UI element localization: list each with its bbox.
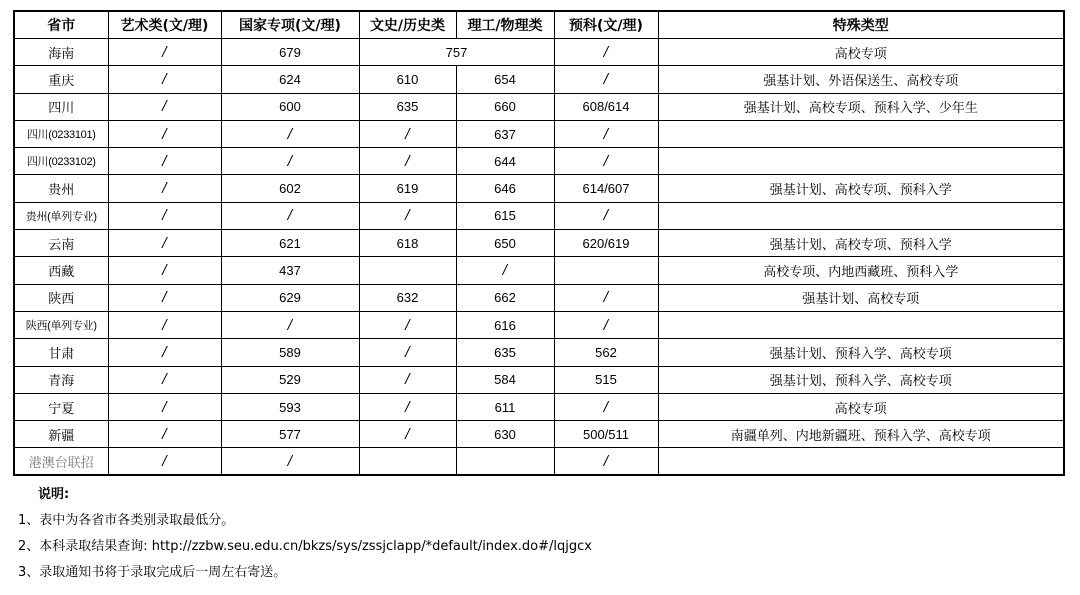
cell-science: 646 <box>456 175 554 202</box>
cell-preparatory: / <box>554 284 658 311</box>
cell-national-special: 624 <box>221 66 359 93</box>
header-national-special: 国家专项(文/理) <box>221 11 359 39</box>
table-row <box>14 39 1064 66</box>
cell-special-types: 强基计划、高校专项、预科入学、少年生 <box>658 93 1064 120</box>
cell-liberal-science-merged: 757 <box>359 39 554 66</box>
cell-national-special: 600 <box>221 93 359 120</box>
cell-province: 贵州 <box>14 175 108 202</box>
header-special-types: 特殊类型 <box>658 11 1064 39</box>
table-row <box>14 230 1064 257</box>
cell-province: 陕西(单列专业) <box>14 311 108 338</box>
table-row <box>14 93 1064 120</box>
cell-liberal-arts: / <box>359 311 456 338</box>
cell-province: 贵州(单列专业) <box>14 202 108 229</box>
cell-liberal-arts <box>359 257 456 284</box>
cell-special-types <box>658 311 1064 338</box>
cell-art: / <box>108 148 221 175</box>
cell-national-special: / <box>221 311 359 338</box>
cell-special-types <box>658 202 1064 229</box>
cell-art: / <box>108 120 221 147</box>
cell-art: / <box>108 230 221 257</box>
notes-section <box>18 482 592 586</box>
table-row <box>14 284 1064 311</box>
cell-special-types: 高校专项 <box>658 39 1064 66</box>
header-province: 省市 <box>14 11 108 39</box>
cell-liberal-arts: / <box>359 148 456 175</box>
cell-national-special: 529 <box>221 366 359 393</box>
table-row <box>14 202 1064 229</box>
cell-special-types: 强基计划、预科入学、高校专项 <box>658 366 1064 393</box>
cell-national-special: 577 <box>221 421 359 448</box>
cell-national-special: 621 <box>221 230 359 257</box>
cell-preparatory <box>554 257 658 284</box>
table-row <box>14 148 1064 175</box>
cell-liberal-arts: / <box>359 120 456 147</box>
cell-province: 四川 <box>14 93 108 120</box>
cell-special-types: 强基计划、高校专项、预科入学 <box>658 230 1064 257</box>
cell-science: 635 <box>456 339 554 366</box>
note-line: 3、录取通知书将于录取完成后一周左右寄送。 <box>18 565 287 580</box>
cell-liberal-arts: 632 <box>359 284 456 311</box>
cell-special-types: 强基计划、高校专项、预科入学 <box>658 175 1064 202</box>
cell-science: 611 <box>456 393 554 420</box>
cell-preparatory: / <box>554 66 658 93</box>
table-row <box>14 421 1064 448</box>
cell-special-types <box>658 148 1064 175</box>
cell-liberal-arts <box>359 448 456 476</box>
cell-province: 新疆 <box>14 421 108 448</box>
cell-science: 616 <box>456 311 554 338</box>
cell-liberal-arts: / <box>359 202 456 229</box>
table-row <box>14 339 1064 366</box>
header-art: 艺术类(文/理) <box>108 11 221 39</box>
table-row <box>14 366 1064 393</box>
cell-special-types: 高校专项、内地西藏班、预科入学 <box>658 257 1064 284</box>
cell-national-special: 679 <box>221 39 359 66</box>
header-science: 理工/物理类 <box>456 11 554 39</box>
cell-province: 青海 <box>14 366 108 393</box>
cell-art: / <box>108 257 221 284</box>
cell-science: 650 <box>456 230 554 257</box>
cell-national-special: 593 <box>221 393 359 420</box>
cell-science: 584 <box>456 366 554 393</box>
cell-province: 云南 <box>14 230 108 257</box>
table-row <box>14 175 1064 202</box>
cell-liberal-arts: / <box>359 339 456 366</box>
cell-science: / <box>456 257 554 284</box>
cell-province: 港澳台联招 <box>14 448 108 476</box>
cell-province: 西藏 <box>14 257 108 284</box>
cell-liberal-arts: / <box>359 393 456 420</box>
cell-art: / <box>108 39 221 66</box>
table-row <box>14 393 1064 420</box>
note-line: 2、本科录取结果查询: http://zzbw.seu.edu.cn/bkzs/sys/zssjclapp/*default/index.do#/lqjgcx <box>18 539 592 554</box>
table-row <box>14 120 1064 147</box>
note-line: 1、表中为各省市各类别录取最低分。 <box>18 513 235 528</box>
cell-art: / <box>108 421 221 448</box>
cell-preparatory: / <box>554 448 658 476</box>
cell-preparatory: / <box>554 120 658 147</box>
cell-preparatory: / <box>554 39 658 66</box>
cell-science: 654 <box>456 66 554 93</box>
table-row <box>14 448 1064 476</box>
cell-province: 陕西 <box>14 284 108 311</box>
cell-science: 644 <box>456 148 554 175</box>
cell-science: 662 <box>456 284 554 311</box>
cell-science: 637 <box>456 120 554 147</box>
cell-province: 甘肃 <box>14 339 108 366</box>
cell-art: / <box>108 284 221 311</box>
cell-preparatory: 500/511 <box>554 421 658 448</box>
cell-national-special: 602 <box>221 175 359 202</box>
cell-science <box>456 448 554 476</box>
cell-science: 660 <box>456 93 554 120</box>
cell-preparatory: / <box>554 311 658 338</box>
cell-national-special: 589 <box>221 339 359 366</box>
admission-score-table <box>13 10 1065 476</box>
cell-science: 615 <box>456 202 554 229</box>
cell-preparatory: 620/619 <box>554 230 658 257</box>
cell-liberal-arts: / <box>359 421 456 448</box>
cell-art: / <box>108 448 221 476</box>
admission-score-sheet <box>13 10 1065 476</box>
cell-art: / <box>108 66 221 93</box>
cell-liberal-arts: 618 <box>359 230 456 257</box>
cell-liberal-arts: / <box>359 366 456 393</box>
cell-province: 四川(0233101) <box>14 120 108 147</box>
cell-preparatory: / <box>554 393 658 420</box>
cell-national-special: / <box>221 202 359 229</box>
cell-special-types: 南疆单列、内地新疆班、预科入学、高校专项 <box>658 421 1064 448</box>
cell-special-types: 高校专项 <box>658 393 1064 420</box>
cell-province: 海南 <box>14 39 108 66</box>
cell-art: / <box>108 311 221 338</box>
cell-liberal-arts: 610 <box>359 66 456 93</box>
cell-preparatory: 608/614 <box>554 93 658 120</box>
cell-special-types: 强基计划、外语保送生、高校专项 <box>658 66 1064 93</box>
cell-province: 重庆 <box>14 66 108 93</box>
cell-province: 四川(0233102) <box>14 148 108 175</box>
cell-art: / <box>108 93 221 120</box>
cell-special-types <box>658 120 1064 147</box>
cell-art: / <box>108 339 221 366</box>
cell-national-special: 437 <box>221 257 359 284</box>
cell-liberal-arts: 635 <box>359 93 456 120</box>
cell-art: / <box>108 175 221 202</box>
cell-province: 宁夏 <box>14 393 108 420</box>
table-header-row <box>14 11 1064 39</box>
cell-science: 630 <box>456 421 554 448</box>
cell-national-special: / <box>221 120 359 147</box>
cell-national-special: / <box>221 448 359 476</box>
cell-national-special: / <box>221 148 359 175</box>
header-preparatory: 预科(文/理) <box>554 11 658 39</box>
cell-preparatory: / <box>554 148 658 175</box>
cell-special-types: 强基计划、高校专项 <box>658 284 1064 311</box>
table-row <box>14 257 1064 284</box>
cell-art: / <box>108 393 221 420</box>
cell-preparatory: 515 <box>554 366 658 393</box>
cell-art: / <box>108 202 221 229</box>
cell-liberal-arts: 619 <box>359 175 456 202</box>
cell-national-special: 629 <box>221 284 359 311</box>
cell-art: / <box>108 366 221 393</box>
cell-preparatory: 614/607 <box>554 175 658 202</box>
header-liberal-arts: 文史/历史类 <box>359 11 456 39</box>
table-row <box>14 311 1064 338</box>
cell-special-types: 强基计划、预科入学、高校专项 <box>658 339 1064 366</box>
table-row <box>14 66 1064 93</box>
cell-preparatory: 562 <box>554 339 658 366</box>
notes-title: 说明: <box>38 487 70 502</box>
cell-preparatory: / <box>554 202 658 229</box>
cell-special-types <box>658 448 1064 476</box>
